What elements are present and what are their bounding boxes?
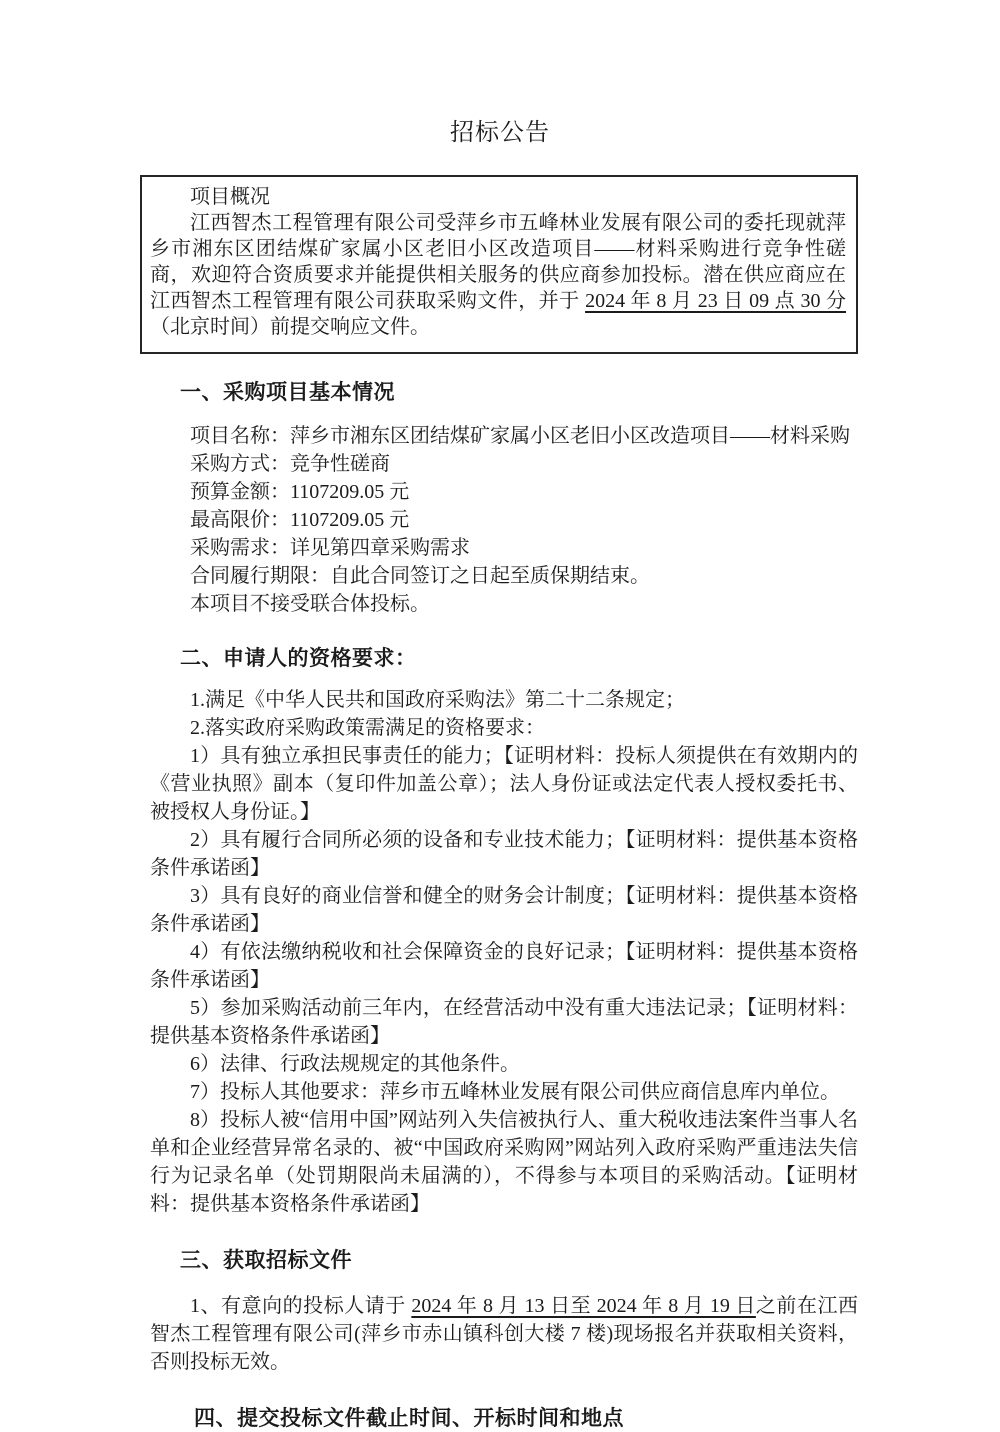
section-4-heading: 四、提交投标文件截止时间、开标时间和地点 [194,1406,624,1430]
qualification-item: 5）参加采购活动前三年内，在经营活动中没有重大违法记录；【证明材料：提供基本资格条件承诺函】 [150,997,858,1047]
no-consortium-line: 本项目不接受联合体投标。 [190,593,430,615]
procurement-method-line: 采购方式：竞争性磋商 [190,453,390,475]
obtain-text-before: 1、有意向的投标人请于 [190,1295,412,1317]
overview-paragraph [150,210,846,340]
qualification-item: 4）有依法缴纳税收和社会保障资金的良好记录；【证明材料：提供基本资格条件承诺函】 [150,941,858,991]
section-3-heading: 三、获取招标文件 [180,1248,352,1272]
section-1-items [150,422,858,618]
max-price-line: 最高限价：1107209.05 元 [190,509,410,531]
registration-dates-underlined: 2024 年 8 月 13 日至 2024 年 8 月 19 日 [411,1295,756,1317]
section-1-heading: 一、采购项目基本情况 [180,380,395,404]
obtain-documents-paragraph [150,1292,858,1376]
qualification-item: 7）投标人其他要求：萍乡市五峰林业发展有限公司供应商信息库内单位。 [190,1081,840,1103]
obtain-text-after: 之前在江西智杰工程管理有限公司(萍乡市赤山镇科创大楼 7 楼)现场报名并获取相关资料，否则投标无效。 [150,1295,859,1373]
budget-amount-line: 预算金额：1107209.05 元 [190,481,410,503]
qualification-item: 8）投标人被“信用中国”网站列入失信被执行人、重大税收违法案件当事人名单和企业经营异常名录的、被“中国政府采购网”网站列入政府采购严重违法失信行为记录名单（处罚期限尚未届满的），不得参与本项目的采购活动。【证明材料：提供基本资格条件承诺函】 [150,1109,858,1215]
overview-text-before: 江西智杰工程管理有限公司受萍乡市五峰林业发展有限公司的委托现就萍乡市湘东区团结煤矿家属小区老旧小区改造项目——材料采购进行竞争性磋商，欢迎符合资质要求并能提供相关服务的供应商参加投标。潜在供应商应在江西智杰工程管理有限公司获取采购文件，并于 [150,212,846,312]
overview-heading: 项目概况 [190,186,270,208]
contract-period-line: 合同履行期限：自此合同签订之日起至质保期结束。 [190,565,650,587]
qualification-item: 1.满足《中华人民共和国政府采购法》第二十二条规定； [190,689,685,711]
qualification-item: 2.落实政府采购政策需满足的资格要求： [190,717,545,739]
submission-deadline-underlined: 2024 年 8 月 23 日 09 点 30 分 [585,290,847,312]
overview-text-after: （北京时间）前提交响应文件。 [150,316,430,338]
project-name-line: 项目名称：萍乡市湘东区团结煤矿家属小区老旧小区改造项目——材料采购 [190,425,850,447]
procurement-demand-line: 采购需求：详见第四章采购需求 [190,537,470,559]
qualification-item: 6）法律、行政法规规定的其他条件。 [190,1053,520,1075]
qualification-item: 3）具有良好的商业信誉和健全的财务会计制度；【证明材料：提供基本资格条件承诺函】 [150,885,858,935]
project-overview-box [140,175,858,354]
qualification-item: 1）具有独立承担民事责任的能力；【证明材料：投标人须提供在有效期内的《营业执照》副本（复印件加盖公章）；法人身份证或法定代表人授权委托书、被授权人身份证。】 [150,745,858,823]
section-2-heading: 二、申请人的资格要求： [180,646,417,670]
qualification-item: 2）具有履行合同所必须的设备和专业技术能力；【证明材料：提供基本资格条件承诺函】 [150,829,858,879]
document-body [150,376,858,1432]
section-2-items [150,686,858,1218]
page-title: 招标公告 [450,120,550,146]
